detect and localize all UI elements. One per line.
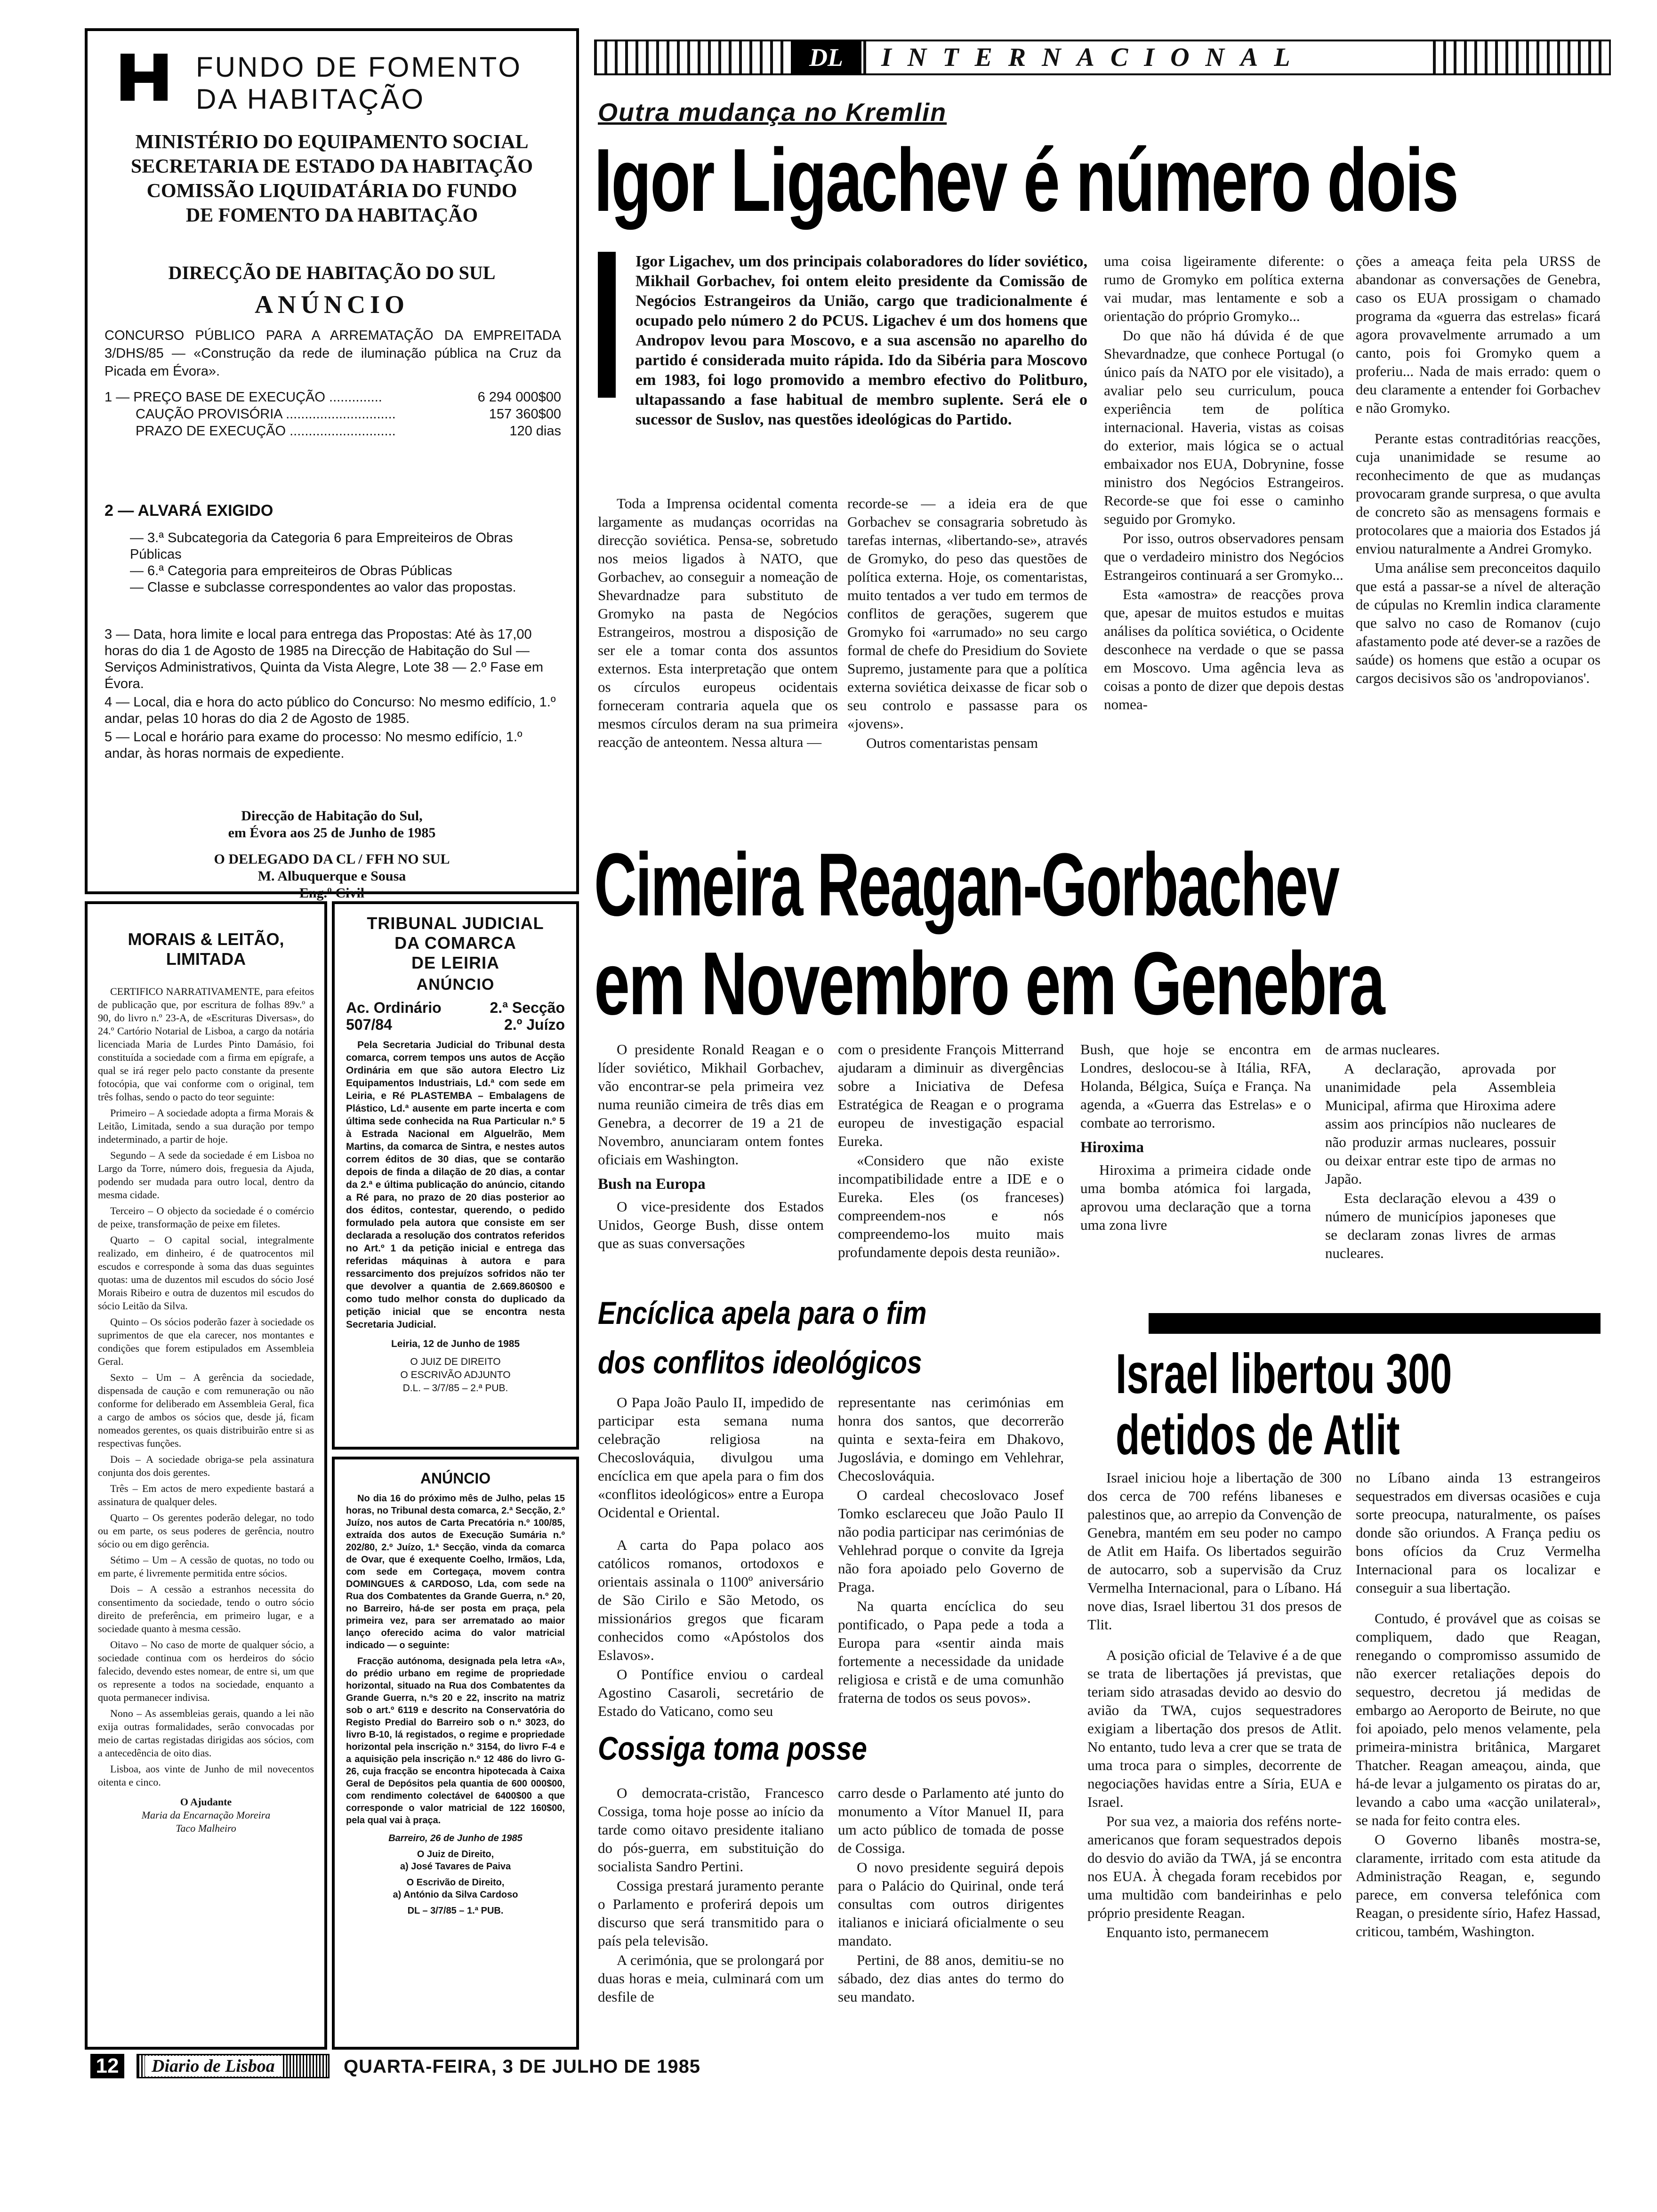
cimeira-subhead: Hiroxima — [1080, 1139, 1144, 1156]
israel-paragraph: Por sua vez, a maioria dos reféns norte-americanos que foram sequestrados depois do desvio do avião da TWA, já se encontra nos EUA. À chegada foram recebidos por uma multidão com bandeirinhas e pelo próprio presidente Reagan. — [1087, 1813, 1342, 1921]
ffh-sign-line: O DELEGADO DA CL / FFH NO SUL — [214, 851, 450, 867]
tribunal-date: Leiria, 12 de Junho de 1985 — [391, 1338, 520, 1349]
cossiga-col1 — [598, 1784, 824, 2007]
morais-title: LIMITADA — [166, 949, 246, 969]
enciclica-col1 — [598, 1393, 824, 1721]
ffh-price-row: CAUÇÃO PROVISÓRIA ............................. 157 360$00 — [136, 407, 561, 422]
ffh-logo-line1: FUNDO DE FOMENTO — [196, 51, 522, 83]
tribunal-section: 2.ª Secção — [490, 999, 565, 1016]
tribunal-title: DE LEIRIA — [411, 953, 499, 972]
tribunal-leiria-notice — [332, 901, 579, 1450]
israel-top-rule — [1149, 1313, 1601, 1334]
tribunal-title: TRIBUNAL JUDICIAL — [367, 914, 544, 933]
cimeira-headline-line2: em Novembro em Genebra — [594, 934, 1384, 1034]
anuncio2-date: Barreiro, 26 de Junho de 1985 — [388, 1833, 523, 1843]
tribunal-process: Ac. Ordinário — [346, 999, 442, 1016]
ffh-item: 5 — Local e horário para exame do processo: No mesmo edifício, 1.º andar, às horas normais de expediente. — [105, 729, 523, 761]
ffh-price-row: 1 — PREÇO BASE DE EXECUÇÃO .............. 6 294 000$00 — [105, 390, 561, 405]
dl-logo: DL — [791, 41, 861, 73]
morais-paragraph: Quarto – O capital social, integralmente realizado, em dinheiro, é de quatrocentos mil escudos e corresponde à soma das duas seguintes quotas: uma de duzentos mil escudos do sócio José Morais Ribeiro e outra de duzentos mil escudos do sócio Leitão da Silva. — [98, 1234, 314, 1312]
morais-sign: Taco Malheiro — [176, 1822, 236, 1834]
ffh-sign-line: M. Albuquerque e Sousa — [257, 868, 406, 884]
ffh-sign-line: Direcção de Habitação do Sul, — [241, 808, 423, 824]
ffh-sign-line: Eng.º Civil — [299, 885, 365, 901]
cossiga-paragraph: O democrata-cristão, Francesco Cossiga, toma hoje posse ao início da tarde como oitavo presidente italiano do pós-guerra, em substituição do socialista Sandro Pertini. — [598, 1785, 824, 1875]
israel-paragraph: no Líbano ainda 13 estrangeiros sequestrados em diversas ocasiões e cuja sorte preocupa, naturalmente, os países donde são oriundos. A França pediu os bons ofícios da Cruz Vermelha Internacional para os localizar e conseguir a sua libertação. — [1356, 1469, 1601, 1596]
morais-paragraph: Sexto – Um – A gerência da sociedade, dispensada de caução e com remuneração ou não conforme for deliberado em Assembleia Geral, fica a cargo de ambos os sócios que, desde já, ficam nomeados gerentes, os quais distribuirão entre si as respectivas funções. — [98, 1371, 314, 1449]
cimeira-col4 — [1325, 1040, 1556, 1263]
ffh-items — [105, 626, 561, 762]
anuncio2-sign: O Juiz de Direito, — [417, 1849, 494, 1859]
kremlin-col3 — [1104, 252, 1344, 714]
tribunal-title: DA COMARCA — [394, 933, 516, 953]
morais-paragraph: Quarto – Os gerentes poderão delegar, no todo ou em parte, os seus poderes de gerência, noutro sócio ou em digo gerência. — [98, 1512, 314, 1550]
kremlin-paragraph: Uma análise sem preconceitos daquilo que está a passar-se a nível de alteração de cúpulas no Kremlin indica claramente que salvo no caso de Romanov (cujo afastamento pode até dever-se a razões de saúde) os homens que estão a ocupar os cargos decisivos são os 'andropovianos'. — [1356, 560, 1601, 686]
morais-sign: Maria da Encarnação Moreira — [141, 1809, 271, 1821]
enciclica-headline-line1: Encíclica apela para o fim — [598, 1295, 927, 1331]
ffh-alvara-item: — 6.ª Categoria para empreiteiros de Obras Públicas — [130, 563, 452, 578]
cossiga-paragraph: O novo presidente seguirá depois para o Palácio do Quirinal, onde terá consultas com outros dirigentes italianos e iniciará oficialmente o seu mandato. — [838, 1859, 1064, 1949]
morais-sign: O Ajudante — [180, 1796, 232, 1808]
ffh-header-line: SECRETARIA DE ESTADO DA HABITAÇÃO — [130, 156, 533, 177]
cimeira-paragraph: Esta declaração elevou a 439 o número de municípios japoneses que se declaram zonas livres de armas nucleares. — [1325, 1190, 1556, 1261]
kremlin-lead: Igor Ligachev, um dos principais colaboradores do líder soviético, Mikhail Gorbachev, foi ontem eleito presidente da Comissão de Negócios Estrangeiros da União, cargo que tradicionalmente é ocupado pelo número 2 do PCUS. Ligachev é um dos homens que Andropov levou para Moscovo, e a sua ascensão no aparelho do partido é considerada muito rápida. Ido da Sibéria para Moscovo em 1983, foi logo promovido a membro efectivo do Politburo, ultapassando a fase habitual de membro suplente. Será ele o sucessor de Suslov, nas questões ideológicas do Partido. — [635, 253, 1087, 428]
cimeira-col2 — [838, 1040, 1064, 1262]
morais-title: MORAIS & LEITÃO, — [128, 930, 284, 949]
enciclica-paragraph: representante nas cerimónias em honra dos santos, que decorrerão quinta e sexta-feira em Dhakovo, Jugoslávia, e domingo em Vehlehrar, Checoslováquia. — [838, 1394, 1064, 1484]
ffh-ministry-header — [102, 130, 562, 228]
ffh-header-line: COMISSÃO LIQUIDATÁRIA DO FUNDO — [146, 180, 517, 202]
masthead-text: Diario de Lisboa — [145, 2056, 282, 2076]
cossiga-paragraph: A cerimónia, que se prolongará por duas horas e meia, culminará com um desfile de — [598, 1952, 824, 2005]
ffh-signature — [102, 808, 562, 902]
cimeira-headline-line1: Cimeira Reagan-Gorbachev — [594, 835, 1339, 935]
cimeira-paragraph: O vice-presidente dos Estados Unidos, George Bush, disse ontem que as suas conversações — [598, 1198, 824, 1251]
morais-paragraph: Dois – A sociedade obriga-se pela assinatura conjunta dos dois gerentes. — [98, 1453, 314, 1478]
ffh-header-line: MINISTÉRIO DO EQUIPAMENTO SOCIAL — [135, 131, 529, 153]
ffh-advert — [85, 28, 579, 901]
cimeira-paragraph: A declaração, aprovada por unanimidade pela Assembleia Municipal, afirma que Hiroxima adere assim aos princípios não nucleares de não produzir armas nucleares, possuir ou deixar entrar este tipo de armas no Japão. — [1325, 1060, 1556, 1187]
ffh-logo-line2: DA HABITAÇÃO — [196, 83, 425, 115]
israel-paragraph: Israel iniciou hoje a libertação de 300 dos cerca de 700 reféns libaneses e palestinos que, ao arrepio da Convenção de Genebra, mantém em seu poder no campo de Atlit em Haifa. Os libertados seguirão de autocarro, sob a supervisão da Cruz Vermelha Internacional, para o Líbano. Há nove dias, Israel libertou 31 dos presos de Tlit. — [1087, 1469, 1342, 1633]
page-number: 12 — [90, 2054, 124, 2078]
morais-body — [98, 985, 314, 1789]
kremlin-col4 — [1356, 252, 1601, 688]
enciclica-col2 — [838, 1393, 1064, 1708]
kremlin-paragraph: recorde-se — a ideia era de que Gorbachev se consagraria sobretudo às tarefas internas, «libertando-se», através de Gromyko, do peso das questões de política externa. Hoje, os comentaristas, muito tentados a ver tudo em termos de conflitos de gerações, sugerem que Gromyko foi «arrumado» no seu cargo formal de chefe do Presidium do Soviete Supremo, justamente para que a política externa soviética deixasse de ficar sob o seu controlo e passasse para os «jovens». — [847, 495, 1087, 732]
cossiga-paragraph: Pertini, de 88 anos, demitiu-se no sábado, dez dias antes do termo do seu mandato. — [838, 1952, 1064, 2005]
morais-leitao-notice — [85, 901, 327, 2050]
cossiga-paragraph: Cossiga prestará juramento perante o Parlamento e proferirá depois um discurso que será transmitido para o país pela televisão. — [598, 1877, 824, 1949]
enciclica-headline-line2: dos conflitos ideológicos — [598, 1345, 922, 1380]
tribunal-section: 2.º Juízo — [504, 1016, 565, 1033]
ffh-concurso: CONCURSO PÚBLICO PARA A ARREMATAÇÃO DA EMPREITADA 3/DHS/85 — «Construção da rede de iluminação pública na Cruz da Picada em Évora». — [105, 328, 561, 379]
morais-paragraph: Sétimo – Um – A cessão de quotas, no todo ou em parte, é livremente permitida entre sócios. — [98, 1554, 314, 1579]
anuncio2-ref: DL – 3/7/85 – 1.ª PUB. — [407, 1906, 504, 1916]
israel-headline-line2: detidos de Atlit — [1116, 1403, 1400, 1467]
cimeira-col3 — [1080, 1040, 1311, 1235]
anuncio2-sign: O Escrivão de Direito, — [406, 1877, 505, 1888]
enciclica-paragraph: A carta do Papa polaco aos católicos romanos, ortodoxos e orientais assinala o 1100º aniversário de São Cirilo e São Metodo, os missionários gregos que ficaram conhecidos como «Apóstolos dos Eslavos». — [598, 1537, 824, 1663]
kremlin-paragraph: Do que não há dúvida é de que Shevardnadze, que conhece Portugal (o único país da NATO por ele visitado), a avaliar pelo seu curriculum, pouca experiência tem de política internacional. Haveria, vistas as coisas do exterior, mais lógica se o actual embaixador nos EUA, Dobrynine, fosse ministro dos Negócios Estrangeiros. Recorde-se que foi esse o caminho seguido por Gromyko. — [1104, 327, 1344, 527]
tribunal-sign: O JUIZ DE DIREITO — [410, 1356, 501, 1367]
anuncio2-title: ANÚNCIO — [420, 1470, 491, 1487]
cossiga-paragraph: carro desde o Parlamento até junto do monumento a Vítor Manuel II, para um acto público de tomada de posse de Cossiga. — [838, 1785, 1064, 1856]
enciclica-paragraph: Na quarta encíclica do seu pontificado, o Papa pede a toda a Europa para «sentir ainda mais fortemente a necessidade da unidade religiosa e cristã e de uma comunhão fraterna de todos os seus povos». — [838, 1598, 1064, 1706]
israel-paragraph: O Governo libanês mostra-se, claramente, irritado com esta atitude da Administração Reagan, e, segundo parece, em conversa telefónica com Reagan, o presidente sírio, Hafez Hassad, criticou, também, Washington. — [1356, 1831, 1601, 1940]
enciclica-paragraph: O Papa João Paulo II, impedido de participar esta semana numa celebração religiosa na Checoslováquia, divulgou uma encíclica em que apela para o fim dos «conflitos ideológicos» entre a Europa Ocidental e Oriental. — [598, 1394, 824, 1521]
cossiga-headline: Cossiga toma posse — [598, 1730, 867, 1767]
section-banner — [594, 40, 1611, 75]
kremlin-paragraph: ções a ameaça feita pela URSS de abandonar as conversações de Genebra, caso os EUA prossigam o chamado programa da «guerra das estrelas» ficará agora provavelmente arrumado a um canto, pois foi Gromyko quem a proferiu... Nada de mais errado: quem o deu claramente a entender foi Gorbachev e não Gromyko. — [1356, 253, 1601, 416]
israel-paragraph: Contudo, é provável que as coisas se compliquem, dado que Reagan, renegando o compromisso assumido de não exercer retaliações depois do sequestro, decretou já medidas de embargo ao Aeroporto de Beirute, no que foi apoiado, pelo menos velamente, pela primeira-ministra britânica, Margaret Thatcher. Reagan ameaçou, ainda, que há-de levar a julgamento os piratas do ar, levando a cabo uma «acção unilateral», se nada for feito contra eles. — [1356, 1610, 1601, 1828]
cimeira-subhead: Bush na Europa — [598, 1176, 706, 1193]
israel-paragraph: A posição oficial de Telavive é a de que se trata de libertações já previstas, que teriam sido atrasadas devido ao desvio do avião da TWA, cujos sequestradores exigiam a libertação dos presos de Atlit. No entanto, tudo leva a crer que se trata de uma troca para o simples, decorrente de negociações havidas entre a Síria, EUA e Israel. — [1087, 1647, 1342, 1810]
kremlin-dropcap — [598, 252, 616, 398]
ffh-header-line: DE FOMENTO DA HABITAÇÃO — [185, 205, 478, 226]
cimeira-paragraph: de armas nucleares. — [1325, 1041, 1440, 1058]
kremlin-paragraph: Por isso, outros observadores pensam que o verdadeiro ministro dos Negócios Estrangeiros continuará a ser Gromyko... — [1104, 530, 1344, 583]
anuncio2-sign: a) José Tavares de Paiva — [400, 1861, 511, 1872]
tribunal-process: 507/84 — [346, 1016, 392, 1033]
morais-paragraph: Terceiro – O objecto da sociedade é o comércio de peixe, transformação de peixe em filetes. — [98, 1205, 314, 1230]
israel-paragraph: Enquanto isto, permanecem — [1106, 1924, 1269, 1940]
israel-col1 — [1087, 1468, 1342, 1942]
morais-paragraph: Nono – As assembleias gerais, quando a lei não exija outras formalidades, serão convocadas por meio de cartas registadas dirigidas aos sócios, com a antecedência de oito dias. — [98, 1707, 314, 1759]
ffh-price-row: PRAZO DE EXECUÇÃO ............................ 120 dias — [136, 424, 561, 439]
kremlin-paragraph: Esta «amostra» de reacções prova que, apesar de muitos estudos e muitas análises da política soviética, o Ocidente desconhece na verdade o que se passa em Moscovo. Uma agência leva as coisas a ponto de dizer que depois destas nomea- — [1104, 586, 1344, 713]
morais-paragraph: Quinto – Os sócios poderão fazer à sociedade os suprimentos de que ela carecer, nos montantes e condições que forem estipulados em Assembleia Geral. — [98, 1316, 314, 1367]
kremlin-paragraph: Toda a Imprensa ocidental comenta largamente as mudanças ocorridas na direcção soviética. Pensa-se, sobretudo nos meios ligados à NATO, que Gorbachev, ao conseguir a nomeação de Shevardnadze para substituto de Gromyko na pasta de Negócios Estrangeiros, mostrou a disposição de ser ele a tomar conta dos assuntos externos. Esta interpretação que ontem os círculos europeus ocidentais forneceram contraria aquela que os mesmos círculos deram na sua primeira reacção de anteontem. Nessa altura — — [598, 495, 838, 750]
morais-paragraph: Três – Em actos de mero expediente bastará a assinatura de qualquer deles. — [98, 1483, 314, 1507]
morais-paragraph: CERTIFICO NARRATIVAMENTE, para efeitos de publicação que, por escritura de folhas 89v.º a 90, do livro n.º 23-A, de «Escrituras Diversas», do 24.º Cartório Notarial de Lisboa, a cargo da notária licenciada Maria de Lurdes Pinto Damásio, foi constituída a sociedade com a firma em epígrafe, a qual se irá reger pelo pacto constante da presente fotocópia, que vai conforme com o original, tem três folhas, sendo o pacto do teor seguinte: — [98, 986, 314, 1103]
enciclica-paragraph: O cardeal checoslovaco Josef Tomko esclareceu que João Paulo II não podia participar nas cerimónias de Vehlehrad porque o convite da Igreja não fora apoiado pelo Governo de Praga. — [838, 1487, 1064, 1595]
enciclica-paragraph: O Pontífice enviou o cardeal Agostino Casaroli, secretário de Estado do Vaticano, como seu — [598, 1666, 824, 1719]
anuncio2-sign: a) António da Silva Cardoso — [393, 1890, 518, 1900]
section-name: INTERNACIONAL — [867, 41, 1432, 73]
anuncio2-text1: No dia 16 do próximo mês de Julho, pelas 15 horas, no Tribunal desta comarca, 2.ª Secção, 2.º Juízo, nos autos de Carta Precatória n.º 100/85, extraída dos autos de Execução Sumária n.º 202/80, 2.º Juízo, 1.ª Secção, vinda da comarca de Ovar, que é exequente Coelho, Irmãos, Lda, com sede em Cortegaça, movem contra DOMINGUES & CARDOSO, Lda, com sede na Rua dos Combatentes da Grande Guerra, n.º 20, no Barreiro, há-de ser posta em praça, pela primeira vez, para ser arrematado ao maior lanço oferecido acima do valor matricial indicado — o seguinte: — [346, 1493, 565, 1651]
ffh-item: 3 — Data, hora limite e local para entrega das Propostas: Até às 17,00 horas do dia 1 de Agosto de 1985 na Direcção de Habitação do Sul — Serviços Administrativos, Quinta da Vista Alegre, Lote 38 — 2.º Fase em Évora. — [105, 627, 544, 691]
tribunal-anuncio: ANÚNCIO — [416, 976, 495, 994]
ffh-alvara-list — [130, 530, 558, 596]
israel-col2 — [1356, 1468, 1601, 1941]
kremlin-col1 — [598, 494, 838, 752]
ffh-alvara-item: — Classe e subclasse correspondentes ao valor das propostas. — [130, 580, 516, 595]
cimeira-col1 — [598, 1040, 824, 1253]
anuncio2-text2: Fracção autónoma, designada pela letra «A», do prédio urbano em regime de propriedade horizontal, situado na Rua dos Combatentes da Grande Guerra, n.ºs 20 e 22, inscrito na matriz sob o art.º 6119 e descrito na Conservatória do Registo Predial do Barreiro sob o n.º 3023, do livro B-10, lá registados, o regime e propriedade horizontal pela inscrição n.º 3154, do livro F-4 e a aquisição pela inscrição n.º 12 486 do livro G-26, cuja fracção se encontra hipotecada à Caixa Geral de Depósitos pela quantia de 600 000$00, com rendimento colectável de 6400$00 a que corresponde o valor matricial de 122 160$00, pela qual vai à praça. — [346, 1656, 565, 1826]
ffh-price-table — [105, 389, 561, 440]
tribunal-ref: D.L. – 3/7/85 – 2.ª PUB. — [402, 1383, 508, 1394]
kremlin-paragraph: uma coisa ligeiramente diferente: o rumo de Gromyko em política externa vai mudar, mas lentamente e sob a orientação do próprio Gromyko... — [1104, 253, 1344, 324]
tribunal-text: Pela Secretaria Judicial do Tribunal desta comarca, correm tempos uns autos de Acção Ordinária em que são autora Electro Liz Equipamentos Industriais, Ld.ª com sede em Leiria, e Ré PLASTEMBA – Embalagens de Plástico, Ld.ª ausente em parte incerta e com última sede conhecida na Rua Particular n.º 5 à Estrada Nacional em Alguelrão, Mem Martins, da comarca de Sintra, e nestes autos correm éditos de 30 dias, que se contarão depois de finda a dilação de 20 dias, a contar da 2.ª e última publicação do anúncio, citando a Ré para, no prazo de 20 dias posterior ao dos éditos, contestar, querendo, o pedido formulado pela autora que consiste em ser declarada a resolução dos contratos referidos no Art.º 1 da petição inicial e entrega das referidas máquinas à autora e para ressarcimento dos prejuízos sofridos não ter que devolver a quantia de 2.669.860$00 e como tudo melhor consta do duplicado da petição inicial que se encontra nesta Secretaria Judicial. — [346, 1040, 565, 1330]
kremlin-paragraph: Perante estas contraditórias reacções, cuja unanimidade se resume ao reconhecimento de que as mudanças provocaram grande surpresa, o que avulta de concreto são as mensagens formais e protocolares que a maioria dos Estados já enviou naturalmente a Andrei Gromyko. — [1356, 430, 1601, 557]
ffh-item: 4 — Local, dia e hora do acto público do Concurso: No mesmo edifício, 1.º andar, pelas 10 horas do dia 2 de Agosto de 1985. — [105, 695, 556, 726]
kremlin-col2 — [847, 494, 1087, 753]
cimeira-paragraph: «Considero que não existe incompatibilidade entre a IDE e o Eureka. Eles (os franceses) compreendem-nos e nós compreendemo-los muito mais profundamente depois desta reunião». — [838, 1152, 1064, 1260]
cimeira-paragraph: com o presidente François Mitterrand ajudaram a diminuir as divergências sobre a Iniciativa de Defesa Estratégica de Reagan e o programa europeu de investigação espacial Eureka. — [838, 1041, 1064, 1149]
page-date: QUARTA-FEIRA, 3 DE JULHO DE 1985 — [344, 2056, 701, 2077]
morais-paragraph: Lisboa, aos vinte de Junho de mil novecentos oitenta e cinco. — [98, 1763, 314, 1788]
morais-paragraph: Oitavo – No caso de morte de qualquer sócio, a sociedade continua com os herdeiros do sócio falecido, devendo estes nomear, de entre si, um que os represente a todos na sociedade, enquanto a quota permanecer indivisa. — [98, 1639, 314, 1703]
anuncio-barreiro-notice — [332, 1457, 579, 2050]
ffh-alvara-item: — 3.ª Subcategoria da Categoria 6 para Empreiteiros de Obras Públicas — [130, 530, 513, 562]
ffh-anuncio: ANÚNCIO — [254, 290, 409, 319]
kremlin-headline: Igor Ligachev é número dois — [594, 130, 1458, 230]
ffh-logo-mark — [121, 54, 172, 101]
page-footer — [85, 2052, 1601, 2080]
cimeira-paragraph: O presidente Ronald Reagan e o líder soviético, Mikhail Gorbachev, vão encontrar-se pela primeira vez numa reunião cimeira de três dias em Genebra, a decorrer de 19 a 21 de Novembro, anunciaram ontem fontes oficiais em Washington. — [598, 1041, 824, 1168]
morais-paragraph: Primeiro – A sociedade adopta a firma Morais & Leitão, Limitada, sendo a sua duração por tempo indeterminado, a partir de hoje. — [98, 1107, 314, 1145]
ffh-direccao: DIRECÇÃO DE HABITAÇÃO DO SUL — [168, 262, 496, 283]
israel-headline-line1: Israel libertou 300 — [1116, 1342, 1452, 1405]
morais-paragraph: Segundo – A sede da sociedade é em Lisboa no Largo da Torre, número dois, freguesia da Ajuda, podendo ser mudada para outro local, dentro da mesma cidade. — [98, 1149, 314, 1201]
kremlin-kicker: Outra mudança no Kremlin — [598, 98, 947, 127]
kremlin-paragraph: Outros comentaristas pensam — [866, 735, 1038, 751]
cimeira-paragraph: Hiroxima a primeira cidade onde uma bomba atómica foi largada, aprovou uma declaração que a torna uma zona livre — [1080, 1162, 1311, 1233]
cossiga-col2 — [838, 1784, 1064, 2007]
cimeira-paragraph: Bush, que hoje se encontra em Londres, deslocou-se à Itália, RFA, Holanda, Bélgica, Suíça e França. Na agenda, a «Guerra das Estrelas» e o combate ao terrorismo. — [1080, 1041, 1311, 1131]
morais-paragraph: Dois – A cessão a estranhos necessita do consentimento da sociedade, tendo o outro sócio direito de preferência, em primeiro lugar, e a sociedade quanto à mesma cessão. — [98, 1583, 314, 1635]
tribunal-sign: O ESCRIVÃO ADJUNTO — [400, 1370, 511, 1380]
ffh-sign-line: em Évora aos 25 de Junho de 1985 — [228, 825, 436, 841]
ffh-alvara-title: 2 — ALVARÁ EXIGIDO — [105, 502, 273, 520]
